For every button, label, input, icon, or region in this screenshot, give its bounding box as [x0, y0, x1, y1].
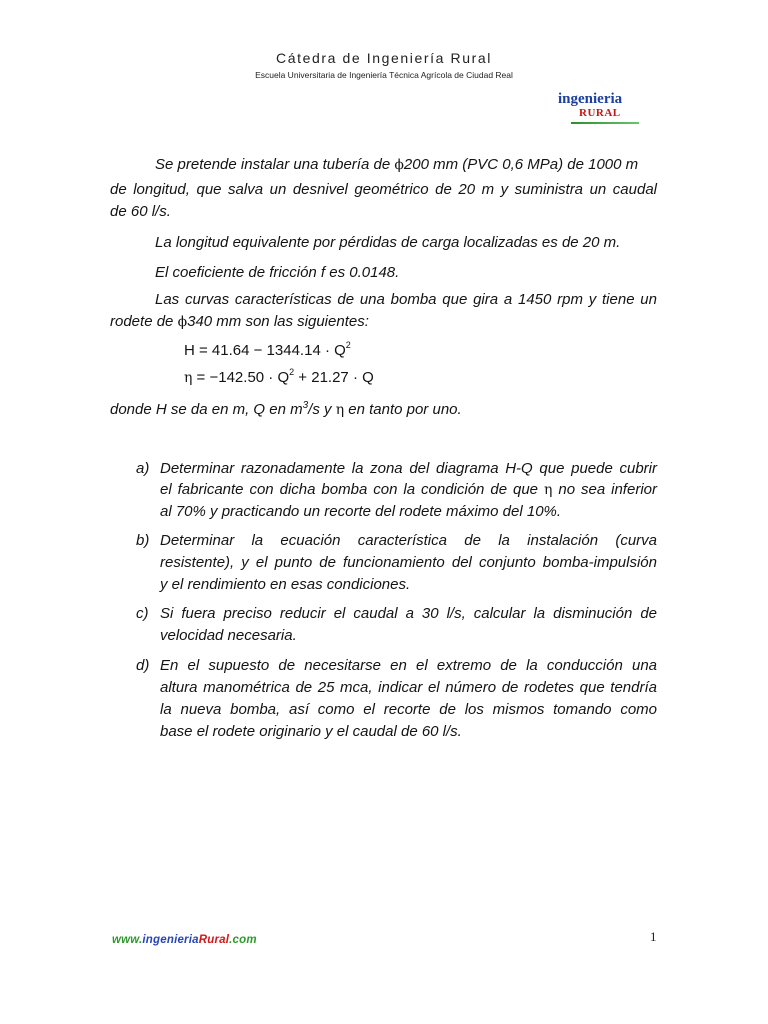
- phi-symbol: ϕ: [177, 314, 188, 330]
- question-a-label: a): [136, 460, 150, 477]
- logo-underline: [571, 122, 639, 124]
- question-b-line: resistente), y el punto de funcionamiento del conjunto bomba-impulsión: [160, 554, 657, 571]
- question-b-line: Determinar la ecuación característica de la instalación (curva: [160, 532, 657, 549]
- page-number: 1: [650, 929, 657, 944]
- logo-text-bottom: RURAL: [579, 107, 621, 119]
- problem-line: de longitud, que salva un desnivel geométrico de 20 m y suministra un caudal: [110, 181, 657, 198]
- problem-line: Se pretende instalar una tubería de ϕ200 mm (PVC 0,6 MPa) de 1000 m: [155, 156, 639, 173]
- question-a-line: Determinar razonadamente la zona del diagrama H-Q que puede cubrir: [160, 460, 657, 477]
- question-c-label: c): [136, 605, 149, 622]
- question-d-line: base el rodete originario y el caudal de 60 l/s.: [160, 723, 462, 740]
- logo-text-top: ingenieria: [558, 91, 623, 107]
- question-c-line: Si fuera preciso reducir el caudal a 30 l/s, calcular la disminución de: [160, 605, 657, 622]
- efficiency-formula: $\eta = -142.50 \cdot Q^2 + 21.27 \cdot Q$: [184, 367, 374, 386]
- ingenieria-rural-logo: [557, 91, 649, 129]
- problem-line: La longitud equivalente por pérdidas de carga localizadas es de 20 m.: [155, 234, 621, 251]
- question-d-line: la nueva bomba, así como el recorte de los mismos tomando como: [160, 701, 657, 718]
- header-subtitle: Escuela Universitaria de Ingeniería Técnica Agrícola de Ciudad Real: [255, 70, 513, 80]
- question-c-line: velocidad necesaria.: [160, 627, 297, 644]
- problem-line: rodete de ϕ340 mm son las siguientes:: [110, 313, 369, 330]
- question-a-line: al 70% y practicando un recorte del rodete máximo del 10%.: [160, 503, 562, 520]
- problem-line: donde H se da en m, Q en $m^3/s$ y η en tanto por uno.: [110, 400, 462, 418]
- problem-line: de 60 l/s.: [110, 203, 171, 220]
- question-b-line: y el rendimiento en esas condiciones.: [160, 576, 411, 593]
- eta-symbol: η: [544, 482, 553, 498]
- footer-website-link[interactable]: www.ingenieriaRural.com: [112, 934, 257, 946]
- question-d-line: En el supuesto de necesitarse en el extremo de la conducción una: [160, 657, 657, 674]
- head-formula: $H = 41.64 - 1344.14 \cdot Q^2$: [184, 340, 351, 359]
- problem-line: El coeficiente de fricción f es 0.0148.: [155, 264, 400, 281]
- question-a-line: el fabricante con dicha bomba con la condición de que η no sea inferior: [160, 481, 657, 498]
- eta-symbol: η: [184, 370, 193, 386]
- eta-symbol: η: [335, 402, 345, 418]
- question-b-label: b): [136, 532, 150, 549]
- problem-line: Las curvas características de una bomba que gira a 1450 rpm y tiene un: [155, 291, 657, 308]
- phi-symbol: ϕ: [394, 157, 404, 173]
- header-title: Cátedra de Ingeniería Rural: [276, 50, 492, 66]
- question-d-label: d): [136, 657, 150, 674]
- question-d-line: altura manométrica de 25 mca, indicar el número de rodetes que tendría: [160, 679, 657, 696]
